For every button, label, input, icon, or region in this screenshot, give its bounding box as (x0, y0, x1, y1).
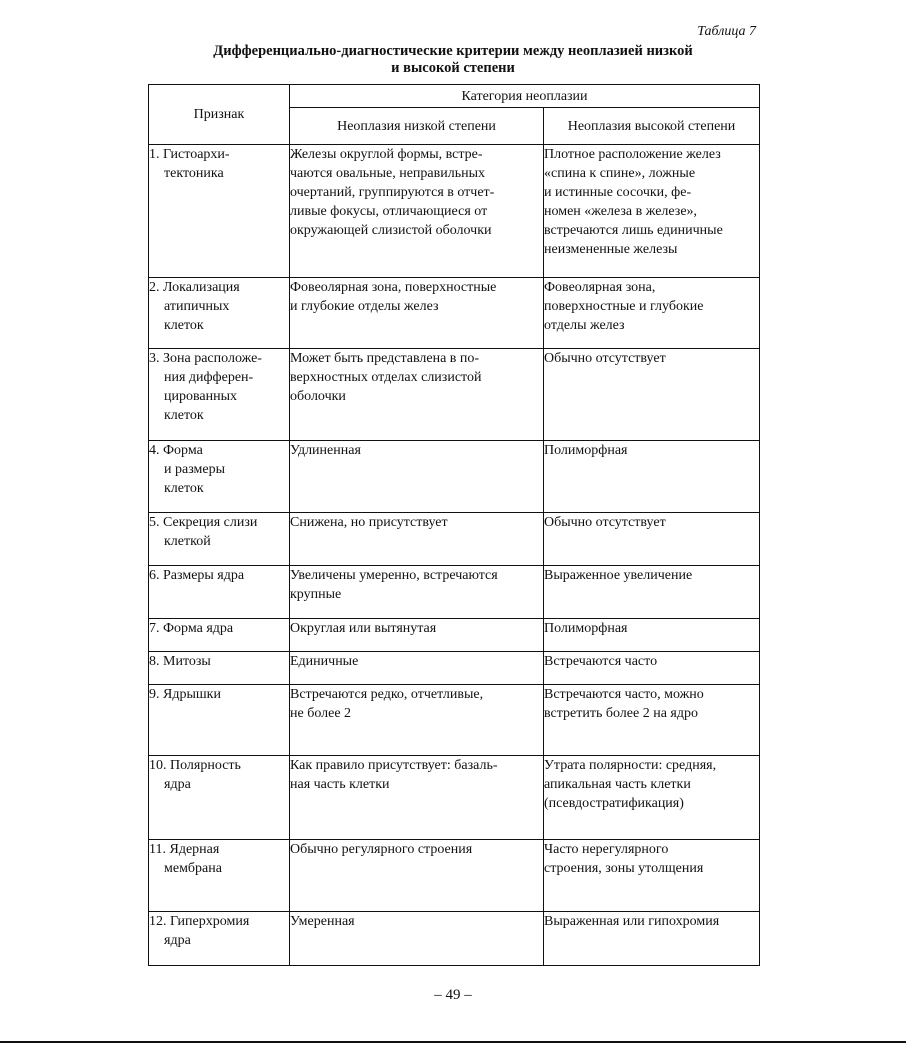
feature-cell (149, 566, 290, 619)
feature-cell (149, 441, 290, 513)
low-grade-cell: Как правило присутствует: базаль- ная часть клетки (290, 756, 544, 840)
header-category: Категория неоплазии (290, 85, 760, 108)
high-grade-cell: Утрата полярности: средняя, апикальная часть клетки (псевдостратификация) (544, 756, 760, 840)
criteria-table (148, 84, 760, 966)
high-grade-cell: Встречаются часто, можно встретить более 2 на ядро (544, 685, 760, 756)
feature-label-continued: ния дифферен- цированных клеток (164, 370, 254, 423)
header-high-grade: Неоплазия высокой степени (544, 108, 760, 145)
title-line-1: Дифференциально-диагностические критерии между неоплазией низкой (213, 43, 693, 59)
feature-label-continued: ядра (164, 777, 191, 792)
page-number: – 49 – (434, 987, 472, 1003)
title-line-2: и высокой степени (391, 60, 515, 76)
feature-label: 10. Полярность (149, 758, 241, 773)
feature-label-continued: тектоника (164, 166, 224, 181)
table-row (149, 513, 760, 566)
feature-cell (149, 145, 290, 278)
feature-cell (149, 652, 290, 685)
header-low-grade: Неоплазия низкой степени (290, 108, 544, 145)
table-row (149, 278, 760, 349)
low-grade-cell: Удлиненная (290, 441, 544, 513)
feature-cell (149, 513, 290, 566)
table-row (149, 912, 760, 966)
feature-label: 4. Форма (149, 443, 203, 458)
feature-cell (149, 619, 290, 652)
table-row (149, 685, 760, 756)
high-grade-cell: Выраженное увеличение (544, 566, 760, 619)
low-grade-cell: Умеренная (290, 912, 544, 966)
high-grade-cell: Часто нерегулярного строения, зоны утолщения (544, 840, 760, 912)
feature-label-continued: клеткой (164, 534, 211, 549)
high-grade-cell: Обычно отсутствует (544, 349, 760, 441)
feature-label: 2. Локализация (149, 280, 240, 295)
feature-cell (149, 278, 290, 349)
feature-label: 9. Ядрышки (149, 687, 221, 702)
feature-label: 7. Форма ядра (149, 621, 234, 636)
table-row (149, 619, 760, 652)
high-grade-cell: Встречаются часто (544, 652, 760, 685)
feature-cell (149, 349, 290, 441)
feature-label: 5. Секреция слизи (149, 515, 258, 530)
table-row (149, 145, 760, 278)
table-body (149, 145, 760, 966)
feature-label-continued: атипичных клеток (164, 299, 230, 333)
feature-label: 11. Ядерная (149, 842, 220, 857)
table-row (149, 756, 760, 840)
low-grade-cell: Снижена, но присутствует (290, 513, 544, 566)
feature-cell (149, 685, 290, 756)
table-row (149, 349, 760, 441)
low-grade-cell: Увеличены умеренно, встречаются крупные (290, 566, 544, 619)
feature-label: 8. Митозы (149, 654, 211, 669)
feature-cell (149, 756, 290, 840)
table-title (0, 43, 906, 77)
feature-label-continued: ядра (164, 933, 191, 948)
header-feature: Признак (149, 85, 290, 145)
low-grade-cell: Единичные (290, 652, 544, 685)
low-grade-cell: Встречаются редко, отчетливые, не более 2 (290, 685, 544, 756)
feature-label: 12. Гиперхромия (149, 914, 250, 929)
low-grade-cell: Фовеолярная зона, поверхностные и глубокие отделы желез (290, 278, 544, 349)
table-caption: Таблица 7 (697, 24, 756, 39)
high-grade-cell: Полиморфная (544, 619, 760, 652)
feature-label: 1. Гистоархи- (149, 147, 230, 162)
table-row (149, 652, 760, 685)
high-grade-cell: Плотное расположение желез «спина к спине», ложные и истинные сосочки, фе- номен «железа в железе», встречаются лишь единичные неизмененные железы (544, 145, 760, 278)
feature-cell (149, 912, 290, 966)
low-grade-cell: Обычно регулярного строения (290, 840, 544, 912)
low-grade-cell: Железы округлой формы, встре- чаются овальные, неправильных очертаний, группируются в отчет- ливые фокусы, отличающиеся от окружающей слизистой оболочки (290, 145, 544, 278)
feature-label-continued: мембрана (164, 861, 222, 876)
table-row (149, 566, 760, 619)
feature-label: 3. Зона расположе- (149, 351, 262, 366)
feature-label-continued: и размеры клеток (164, 462, 226, 496)
high-grade-cell: Выраженная или гипохромия (544, 912, 760, 966)
table-row (149, 441, 760, 513)
high-grade-cell: Фовеолярная зона, поверхностные и глубокие отделы желез (544, 278, 760, 349)
feature-cell (149, 840, 290, 912)
bottom-rule (0, 1041, 906, 1043)
low-grade-cell: Может быть представлена в по- верхностных отделах слизистой оболочки (290, 349, 544, 441)
table-row (149, 840, 760, 912)
high-grade-cell: Обычно отсутствует (544, 513, 760, 566)
low-grade-cell: Округлая или вытянутая (290, 619, 544, 652)
feature-label: 6. Размеры ядра (149, 568, 245, 583)
high-grade-cell: Полиморфная (544, 441, 760, 513)
